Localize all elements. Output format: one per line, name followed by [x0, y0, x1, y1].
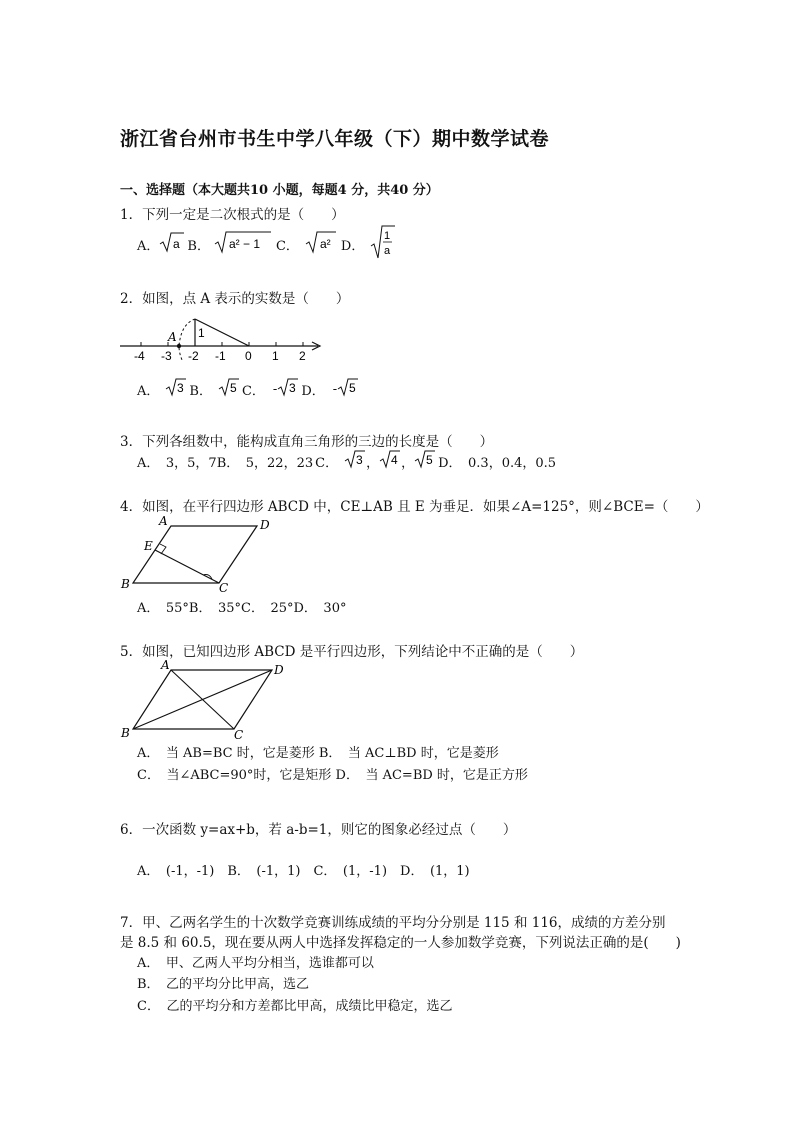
question-6-options: A． (-1，-1) B． (-1，1) C． (1，-1) D． (1，1): [137, 864, 470, 879]
page-title: 浙江省台州市书生中学八年级（下）期中数学试卷: [120, 128, 550, 150]
parallelogram-figure: [115, 513, 280, 593]
option-d-sign: -: [332, 381, 338, 397]
label-d: D: [260, 518, 270, 532]
sqrt-icon: [277, 377, 299, 401]
option-a-label: A．: [137, 238, 160, 254]
question-5-options-line2: C． 当∠ABC=90°时，它是矩形 D． 当 AC=BD 时，它是正方形: [137, 768, 528, 783]
tick-label: 0: [245, 349, 252, 363]
question-7-option-a: A． 甲、乙两人平均分相当，选谁都可以: [137, 956, 374, 971]
label-c: C: [219, 581, 229, 593]
section-header: 一、选择题（本大题共10 小题，每题4 分，共40 分）: [120, 183, 439, 198]
option-d-label: D．: [301, 383, 325, 399]
sqrt-icon: [337, 377, 359, 401]
parallelogram-figure: [115, 657, 295, 739]
label-b: B: [121, 577, 130, 591]
option-c-label: C．: [315, 455, 339, 471]
question-2-stem: 2．如图，点 A 表示的实数是（ ）: [120, 291, 350, 307]
svg-text:3: 3: [177, 381, 185, 395]
label-b: B: [121, 726, 130, 739]
label-1: 1: [198, 326, 205, 340]
question-7-option-c: C． 乙的平均分和方差都比甲高，成绩比甲稳定，选乙: [137, 999, 453, 1014]
question-1-options: [137, 226, 396, 262]
sqrt-icon: [218, 377, 240, 401]
question-4-stem: 4．如图，在平行四边形 ABCD 中，CE⊥AB 且 E 为垂足．如果∠A=125°，则∠BCE=（ ）: [120, 499, 709, 515]
option-c-label: C．: [241, 383, 265, 399]
sqrt-icon: [305, 230, 337, 258]
label-e: E: [144, 539, 153, 553]
sqrt-icon: [165, 377, 187, 401]
sqrt-icon: [379, 449, 401, 473]
option-b-label: B．: [187, 238, 210, 254]
tick-label: -2: [188, 349, 199, 363]
option-d-label: D．: [340, 238, 365, 254]
question-7-stem-line1: 7．甲、乙两名学生的十次数学竞赛训练成绩的平均分分别是 115 和 116，成绩的方差分别: [120, 915, 666, 931]
question-4-options: A． 55°B． 35°C． 25°D． 30°: [137, 601, 347, 616]
option-c-sign: -: [272, 381, 278, 397]
svg-text:3: 3: [356, 453, 363, 467]
question-5-stem: 5．如图，已知四边形 ABCD 是平行四边形，下列结论中不正确的是（ ）: [120, 644, 584, 660]
sqrt-icon: [344, 449, 366, 473]
question-3-stem: 3．下列各组数中，能构成直角三角形的三边的长度是（ ）: [120, 434, 494, 450]
tick-label: 1: [272, 349, 279, 363]
svg-text:5: 5: [426, 453, 433, 467]
question-7-stem-line2: 是 8.5 和 60.5，现在要从两人中选择发挥稳定的一人参加数学竞赛，下列说法正确的是( ): [120, 935, 681, 951]
option-c-label: C．: [275, 238, 299, 254]
q1-d-numerator: 1: [384, 230, 391, 242]
svg-text:5: 5: [349, 381, 356, 395]
q1-a-radicand: a: [173, 237, 181, 251]
label-a: A: [168, 330, 177, 344]
q1-d-denominator: a: [384, 245, 391, 257]
option-a: A． 3，5，7: [137, 455, 217, 471]
tick-label: -3: [161, 349, 172, 363]
sqrt-icon: [370, 224, 396, 264]
label-a: A: [161, 658, 170, 672]
question-2-options: [137, 378, 359, 400]
tick-label: 2: [299, 349, 306, 363]
q1-b-radicand: a² − 1: [228, 237, 260, 251]
sqrt-icon: [414, 449, 436, 473]
sqrt-icon: [214, 230, 272, 258]
svg-text:3: 3: [289, 381, 296, 395]
option-b: B． 5，22，23: [216, 455, 314, 471]
svg-text:5: 5: [229, 381, 237, 395]
option-d: D． 0.3，0.4，0.5: [438, 455, 557, 471]
tick-label: -4: [134, 349, 145, 363]
svg-text:4: 4: [391, 453, 398, 467]
option-b-label: B．: [189, 383, 212, 399]
question-6-stem: 6．一次函数 y=ax+b，若 a-b=1，则它的图象必经过点（ ）: [120, 822, 517, 838]
number-line-figure: [115, 302, 330, 364]
sqrt-icon: [159, 231, 185, 257]
question-7-option-b: B． 乙的平均分比甲高，选乙: [137, 977, 310, 992]
question-5-options-line1: A． 当 AB=BC 时，它是菱形 B． 当 AC⊥BD 时，它是菱形: [137, 746, 499, 761]
question-1-stem: 1．下列一定是二次根式的是（ ）: [120, 207, 345, 223]
option-a-label: A．: [137, 383, 160, 399]
label-a: A: [159, 514, 168, 528]
q1-c-radicand: a²: [319, 237, 331, 251]
tick-label: -1: [215, 349, 226, 363]
label-d: D: [274, 663, 284, 677]
label-c: C: [234, 728, 244, 739]
question-3-options: A． 3，5，7 B． 5，22，23 C． 3 ， 4 ， 5 D． 0.3，0.4，0.5: [137, 450, 556, 472]
